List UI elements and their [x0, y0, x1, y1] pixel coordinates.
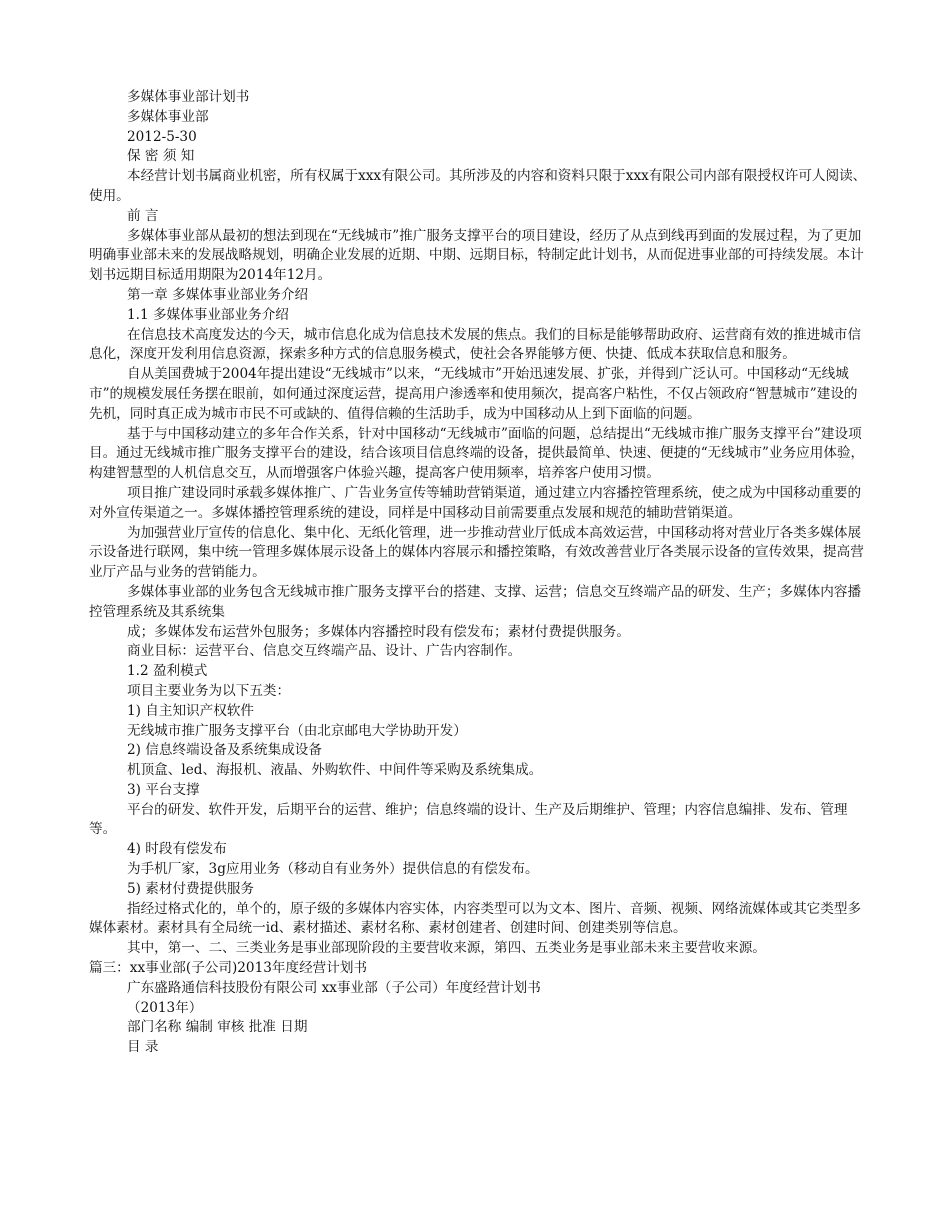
- list-heading: 2) 信息终端设备及系统集成设备: [127, 742, 322, 759]
- paragraph: 为手机厂家，3g应用业务（移动自有业务外）提供信息的有偿发布。: [127, 861, 539, 878]
- approval-row: 部门名称 编制 审核 批准 日期: [127, 1019, 308, 1036]
- paragraph: 指经过格式化的，单个的，原子级的多媒体内容实体，内容类型可以为文本、图片、音频、视频、网络流媒体或其它类型多媒体素材。素材具有全局统一id、素材描述、素材名称、素材创建者、创建时间、创建类别等信息。: [89, 900, 862, 937]
- doc-title: 多媒体事业部计划书: [127, 89, 250, 105]
- list-heading: 4) 时段有偿发布: [127, 841, 227, 858]
- list-heading: 5) 素材付费提供服务: [127, 880, 255, 897]
- plan-title: 广东盛路通信科技股份有限公司 xx事业部（子公司）年度经营计划书: [127, 979, 541, 996]
- paragraph: 自从美国费城于2004年提出建设“无线城市”以来，“无线城市”开始迅速发展、扩张，并得到广泛认可。中国移动“无线城市”的规模发展任务摆在眼前，如何通过深度运营，提高用户渗透率和使用频次，提高客户粘性，不仅占领政府“智慧城市”建设的先机，同时真正成为城市市民不可或缺的、值得信赖的生活助手，成为中国移动从上到下面临的问题。: [89, 366, 858, 422]
- paragraph: 其中，第一、二、三类业务是事业部现阶段的主要营收来源，第四、五类业务是事业部未来主要营收来源。: [127, 940, 766, 957]
- chapter-heading: 第一章 多媒体事业部业务介绍: [127, 286, 309, 303]
- section-heading: 1.2 盈利模式: [127, 663, 208, 680]
- confidential-heading: 保 密 须 知: [127, 148, 195, 165]
- department-name: 多媒体事业部: [127, 108, 209, 125]
- paragraph: 项目主要业务为以下五类：: [127, 682, 291, 699]
- paragraph: 平台的研发、软件开发，后期平台的运营、维护；信息终端的设计、生产及后期维护、管理；内容信息编排、发布、管理等。: [89, 801, 848, 838]
- paragraph: 多媒体事业部从最初的想法到现在“无线城市”推广服务支撑平台的项目建设，经历了从点到线再到面的发展过程，为了更加明确事业部未来的发展战略规划，明确企业发展的近期、中期、远期目标，特制定此计划书，从而促进事业部的可持续发展。本计划书远期目标适用期限为2014年12月。: [89, 227, 864, 284]
- paragraph: 在信息技术高度发达的今天，城市信息化成为信息技术发展的焦点。我们的目标是能够帮助政府、运营商有效的推进城市信息化，深度开发利用信息资源，探索多种方式的信息服务模式，使社会各界能够方便、快捷、低成本获取信息和服务。: [89, 326, 862, 363]
- paragraph: 商业目标：运营平台、信息交互终端产品、设计、广告内容制作。: [127, 643, 522, 660]
- paragraph: 本经营计划书属商业机密，所有权属于xxx有限公司。其所涉及的内容和资料只限于xxx有限公司内部有限授权许可人阅读、使用。: [89, 168, 867, 204]
- list-heading: 3) 平台支撑: [127, 781, 200, 798]
- section-heading: 1.1 多媒体事业部业务介绍: [127, 306, 289, 323]
- doc-date: 2012-5-30: [127, 128, 197, 145]
- paragraph: 成；多媒体发布运营外包服务；多媒体内容播控时段有偿发布；素材付费提供服务。: [127, 623, 630, 640]
- paragraph: 多媒体事业部的业务包含无线城市推广服务支撑平台的搭建、支撑、运营；信息交互终端产品的研发、生产；多媒体内容播控管理系统及其系统集: [89, 583, 862, 620]
- toc-heading: 目 录: [127, 1039, 159, 1056]
- preface-heading: 前 言: [127, 207, 159, 224]
- paragraph: 无线城市推广服务支撑平台（由北京邮电大学协助开发）: [127, 722, 467, 739]
- paragraph: 为加强营业厅宣传的信息化、集中化、无纸化管理，进一步推动营业厅低成本高效运营，中国移动将对营业厅各类多媒体展示设备进行联网，集中统一管理多媒体展示设备上的媒体内容展示和播控策略，有效改善营业厅各类展示设备的宣传效果，提高营业厅产品与业务的营销能力。: [89, 524, 864, 581]
- plan-year: （2013年）: [127, 999, 203, 1016]
- paragraph: 基于与中国移动建立的多年合作关系，针对中国移动“无线城市”面临的问题，总结提出“无线城市推广服务支撑平台”建设项目。通过无线城市推广服务支撑平台的建设，结合该项目信息终端的设备，提供最简单、快速、便捷的“无线城市”业务应用体验，构建智慧型的人机信息交互，从而增强客户体验兴趣，提高客户使用频率，培养客户使用习惯。: [89, 425, 865, 482]
- paragraph: 机顶盒、led、海报机、液晶、外购软件、中间件等采购及系统集成。: [127, 762, 543, 779]
- list-heading: 1) 自主知识产权软件: [127, 702, 255, 719]
- paragraph: 项目推广建设同时承载多媒体推广、广告业务宣传等辅助营销渠道，通过建立内容播控管理系统，使之成为中国移动重要的对外宣传渠道之一。多媒体播控管理系统的建设，同样是中国移动目前需要重点发展和规范的辅助营销渠道。: [89, 484, 862, 521]
- part-heading: 篇三：xx事业部(子公司)2013年度经营计划书: [89, 960, 368, 977]
